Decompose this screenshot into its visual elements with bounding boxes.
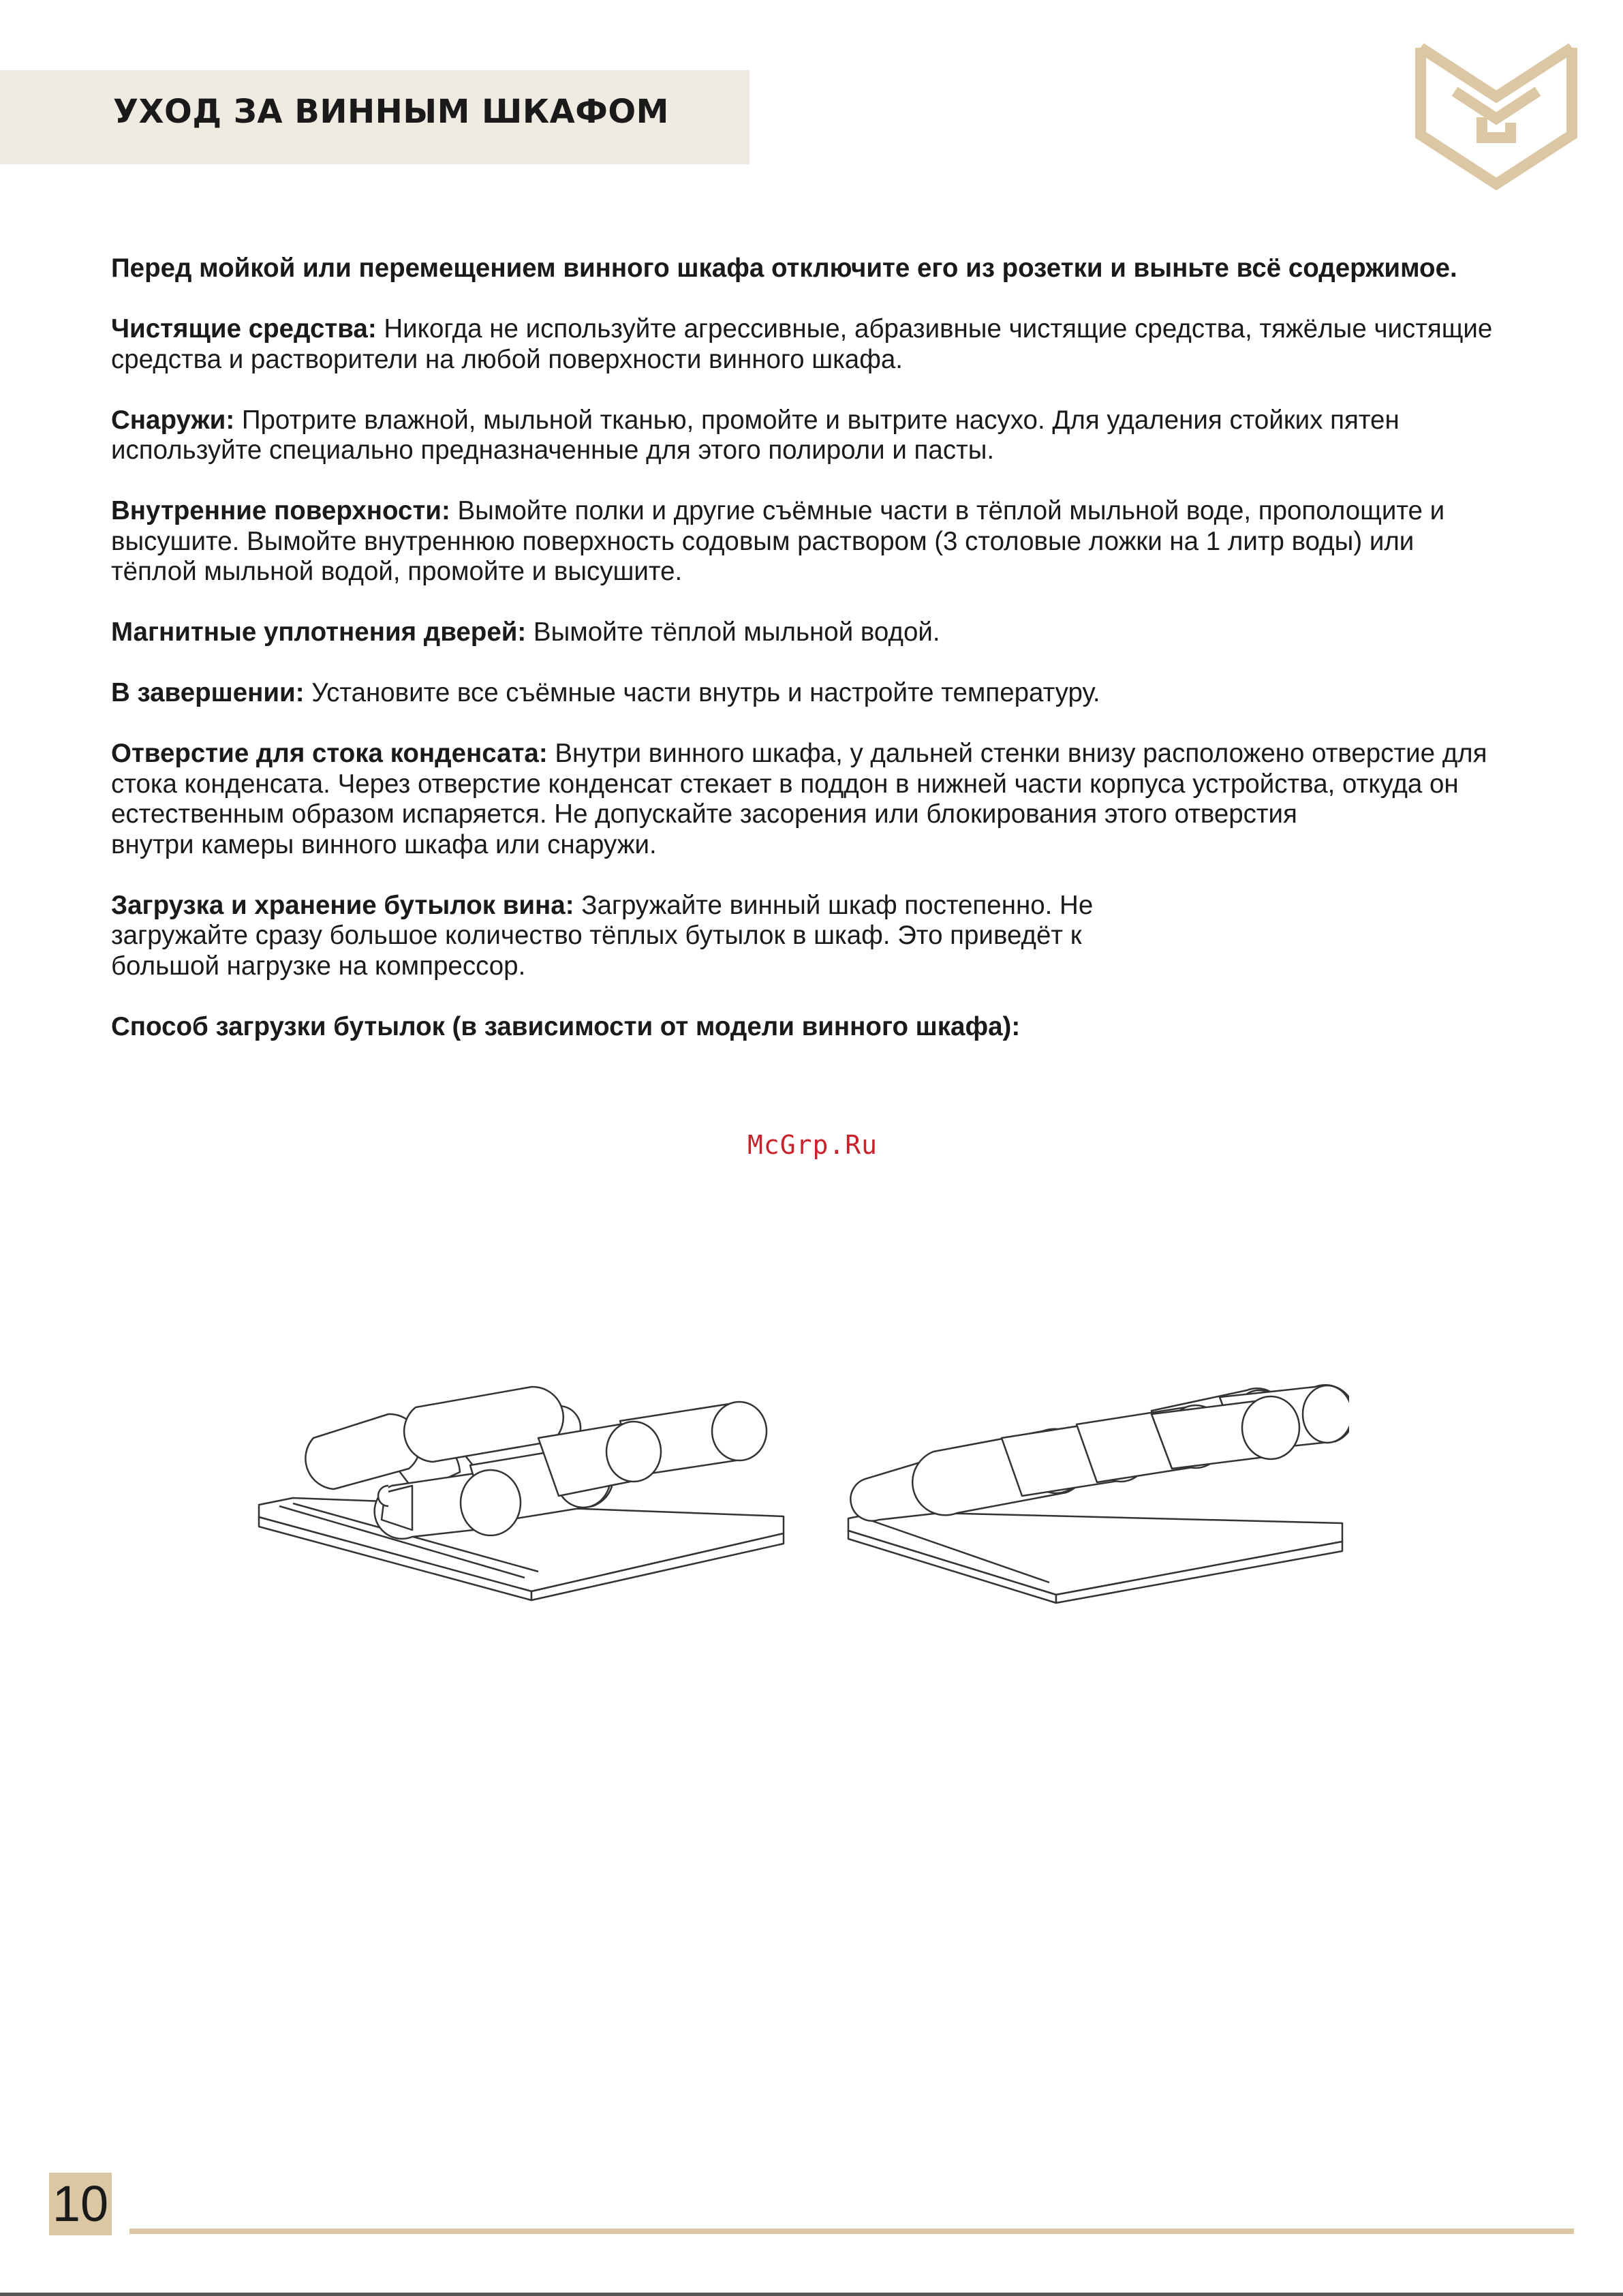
- section-text-continued: внутри камеры винного шкафа или снаружи.: [111, 829, 657, 859]
- section-label: Загрузка и хранение бутылок вина:: [111, 890, 574, 920]
- page-bottom-edge: [0, 2293, 1623, 2296]
- section-label: Магнитные уплотнения дверей:: [111, 617, 527, 647]
- section-text: Внутри винного шкафа, у дальней стенки внизу расположено отверстие для стока конденсата. Через отверстие конденсат стекает в поддон в нижней части корпуса устройства, откуда он естественным образом испаряется. Не допускайте засорения или блокирования этого отверстия: [111, 739, 1487, 829]
- section-label: В завершении:: [111, 678, 305, 707]
- section-text: Протрите влажной, мыльной тканью, промойте и вытрите насухо. Для удаления стойких пятен используйте специально предназначенные для этого полироли и пасты.: [111, 405, 1400, 465]
- bottle-shelf-staggered-icon: [259, 1387, 784, 1600]
- section-bottle-loading: [111, 891, 1174, 982]
- section-cleaners: [111, 314, 1501, 375]
- section-label: Внутренние поверхности:: [111, 496, 450, 525]
- section-exterior: [111, 405, 1501, 466]
- bottle-shelf-row-icon: [848, 1385, 1349, 1603]
- section-text: Вымойте тёплой мыльной водой.: [526, 617, 940, 647]
- page-number: 10: [52, 2175, 109, 2232]
- care-instructions: [111, 254, 1501, 1073]
- section-text: Вымойте полки и другие съёмные части в тёплой мыльной воде, прополощите и высушите. Вымойте внутреннюю поверхность содовым раствором (3 столовые ложки на 1 литр воды) или тёплой мыльной водой, промойте и высушите.: [111, 496, 1445, 586]
- intro-paragraph: Перед мойкой или перемещением винного шкафа отключите его из розетки и выньте всё содержимое.: [111, 254, 1457, 283]
- section-text: Установите все съёмные части внутрь и настройте температуру.: [304, 678, 1100, 707]
- section-text: Никогда не используйте агрессивные, абразивные чистящие средства, тяжёлые чистящие средства и растворители на любой поверхности винного шкафа.: [111, 314, 1493, 374]
- section-label: Чистящие средства:: [111, 314, 377, 343]
- brand-chevron-logo-icon: [1414, 42, 1579, 191]
- section-text: Загружайте винный шкаф постепенно. Не загружайте сразу большое количество тёплых бутылок в шкаф. Это приведёт к большой нагрузке на компрессор.: [111, 890, 1094, 981]
- watermark: McGrp.Ru: [747, 1130, 878, 1160]
- section-drain-hole: [111, 739, 1501, 860]
- section-door-seals: [111, 617, 1501, 648]
- footer-divider: [129, 2229, 1574, 2234]
- section-label: Отверстие для стока конденсата:: [111, 739, 548, 768]
- section-finishing: [111, 678, 1501, 709]
- loading-heading: [111, 1012, 1501, 1043]
- loading-heading-text: Способ загрузки бутылок (в зависимости от модели винного шкафа):: [111, 1011, 1021, 1041]
- section-label: Снаружи:: [111, 405, 235, 435]
- page-title: УХОД ЗА ВИННЫМ ШКАФОМ: [113, 93, 669, 131]
- section-interior: [111, 496, 1501, 587]
- bottle-shelves-illustration: [252, 1383, 1349, 1629]
